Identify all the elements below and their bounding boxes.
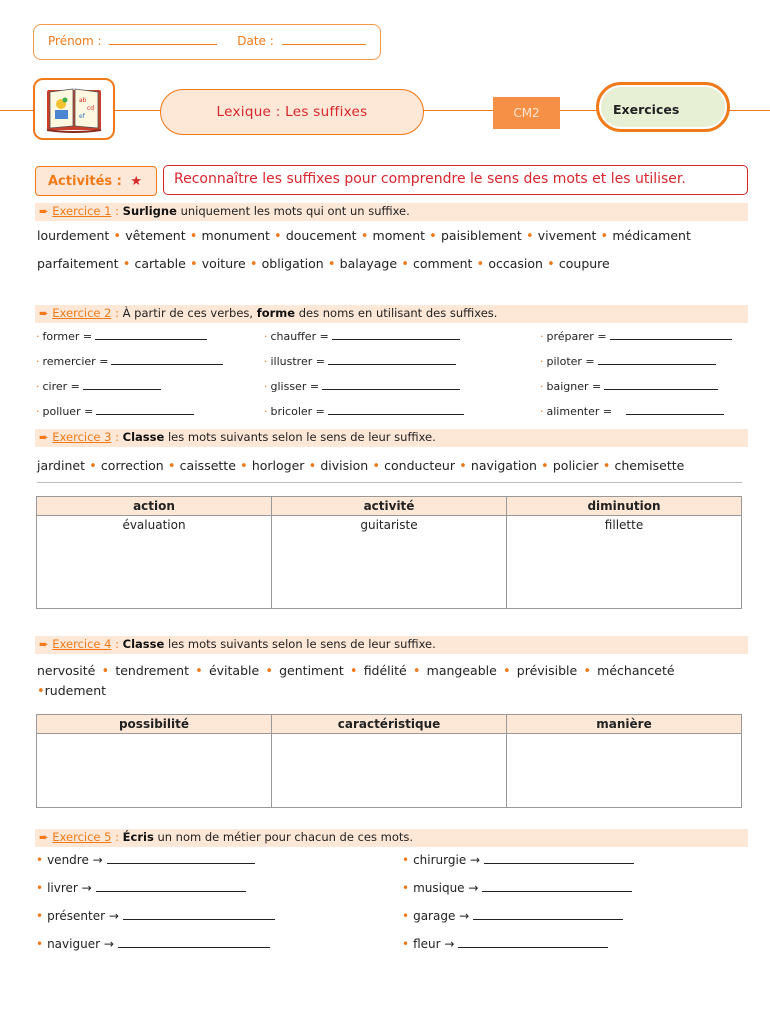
verb-label: cirer = xyxy=(42,380,80,393)
verb-item xyxy=(36,380,161,393)
answer-blank[interactable] xyxy=(482,882,632,892)
job-word: présenter → xyxy=(47,909,119,923)
answer-blank[interactable] xyxy=(484,854,634,864)
answer-blank[interactable] xyxy=(107,854,255,864)
table-header-row xyxy=(37,497,742,516)
exercise-3-table xyxy=(36,496,742,609)
open-book-icon xyxy=(35,80,113,138)
orange-dot-icon: • xyxy=(185,257,202,272)
example-word: fillette xyxy=(604,518,644,532)
exercise-1-words-line-2 xyxy=(37,256,610,272)
word: doucement xyxy=(285,228,357,243)
orange-dot-icon: • xyxy=(37,684,45,699)
orange-dot-icon: • xyxy=(496,664,517,679)
word: correction xyxy=(100,458,164,473)
exercise-2-instruction-post: des noms en utilisant des suffixes. xyxy=(298,306,498,320)
orange-dot-icon: • xyxy=(259,664,280,679)
activity-label: Activités : xyxy=(48,174,122,189)
word: vivement xyxy=(537,228,597,243)
verb-label: alimenter = xyxy=(546,405,613,418)
answer-blank[interactable] xyxy=(96,406,194,415)
table-header: caractéristique xyxy=(272,715,507,734)
verb-item xyxy=(540,355,716,368)
answer-blank[interactable] xyxy=(322,381,460,390)
orange-dot-icon: • xyxy=(356,229,373,244)
orange-dot-icon: · xyxy=(540,405,544,418)
job-item xyxy=(402,909,623,923)
arrow-right-icon: ➨ xyxy=(39,430,53,444)
svg-text:ab: ab xyxy=(79,97,87,104)
word: tendrement xyxy=(115,663,190,678)
exercise-4-table xyxy=(36,714,742,808)
orange-dot-icon: • xyxy=(36,937,44,951)
exercise-4-title: Exercice 4 xyxy=(52,637,112,651)
answer-blank[interactable] xyxy=(83,381,161,390)
objective-box: Reconnaître les suffixes pour comprendre le sens des mots et les utiliser. xyxy=(163,165,748,195)
orange-dot-icon: • xyxy=(402,937,410,951)
exercise-4-verb: Classe xyxy=(122,637,165,651)
verb-label: chauffer = xyxy=(270,330,329,343)
answer-blank[interactable] xyxy=(328,356,456,365)
date-label: Date : xyxy=(237,34,274,48)
answer-blank[interactable] xyxy=(118,938,270,948)
exercise-5-verb: Écris xyxy=(122,830,154,844)
orange-dot-icon: • xyxy=(536,459,553,474)
job-word: vendre → xyxy=(47,853,103,867)
word: mangeable xyxy=(426,663,497,678)
arrow-right-icon: ➨ xyxy=(39,830,53,844)
exercise-3-bar: ➨ Exercice 3 : Classe les mots suivants selon le sens de leur suffixe. xyxy=(35,429,748,447)
orange-dot-icon: · xyxy=(264,355,268,368)
orange-dot-icon: • xyxy=(185,229,202,244)
verb-item xyxy=(540,380,718,393)
job-word: garage → xyxy=(413,909,470,923)
answer-blank[interactable] xyxy=(473,910,623,920)
exercise-3-verb: Classe xyxy=(122,430,165,444)
table-header: manière xyxy=(507,715,742,734)
verb-label: glisser = xyxy=(270,380,320,393)
level-tab: CM2 xyxy=(493,97,560,129)
exercise-5-bar: ➨ Exercice 5 : Écris un nom de métier pour chacun de ces mots. xyxy=(35,829,748,847)
answer-cell[interactable] xyxy=(507,734,742,808)
orange-dot-icon: · xyxy=(36,380,40,393)
job-word: musique → xyxy=(413,881,479,895)
exercise-1-verb: Surligne xyxy=(122,204,177,218)
orange-dot-icon: • xyxy=(36,881,44,895)
answer-cell[interactable] xyxy=(272,734,507,808)
exercise-1-title: Exercice 1 xyxy=(52,204,112,218)
verb-item xyxy=(264,330,460,343)
orange-dot-icon: • xyxy=(521,229,538,244)
answer-blank[interactable] xyxy=(95,331,207,340)
orange-dot-icon: • xyxy=(598,459,615,474)
job-item xyxy=(402,937,608,951)
word: conducteur xyxy=(384,458,455,473)
exercise-1-words-line-1 xyxy=(37,228,691,244)
orange-dot-icon: • xyxy=(596,229,613,244)
answer-cell[interactable] xyxy=(507,516,742,609)
answer-blank[interactable] xyxy=(332,331,460,340)
orange-dot-icon: • xyxy=(36,853,44,867)
orange-dot-icon: • xyxy=(109,229,126,244)
orange-dot-icon: • xyxy=(269,229,286,244)
job-word: fleur → xyxy=(413,937,455,951)
answer-blank[interactable] xyxy=(123,910,275,920)
verb-item xyxy=(36,405,194,418)
exercise-4-bar: ➨ Exercice 4 : Classe les mots suivants selon le sens de leur suffixe. xyxy=(35,636,748,654)
job-item xyxy=(36,937,270,951)
answer-blank[interactable] xyxy=(604,381,718,390)
word: jardinet xyxy=(37,458,85,473)
exercise-2-bar: ➨ Exercice 2 : À partir de ces verbes, forme des noms en utilisant des suffixes. xyxy=(35,305,748,323)
orange-dot-icon: • xyxy=(163,459,180,474)
verb-label: former = xyxy=(42,330,93,343)
word: coupure xyxy=(558,256,610,271)
table-header: diminution xyxy=(507,497,742,516)
word: nervosité xyxy=(37,663,96,678)
orange-dot-icon: • xyxy=(402,853,410,867)
verb-label: bricoler = xyxy=(270,405,325,418)
word: paisiblement xyxy=(440,228,522,243)
word: horloger xyxy=(251,458,305,473)
arrow-right-icon: ➨ xyxy=(39,637,53,651)
date-field[interactable] xyxy=(282,35,366,45)
word: évitable xyxy=(208,663,260,678)
orange-dot-icon: • xyxy=(402,909,410,923)
example-word: guitariste xyxy=(360,518,418,532)
orange-dot-icon: · xyxy=(540,330,544,343)
exercise-5-title: Exercice 5 xyxy=(52,830,112,844)
orange-dot-icon: · xyxy=(264,405,268,418)
word: division xyxy=(320,458,369,473)
activity-label-box xyxy=(35,166,157,196)
table-row xyxy=(37,516,742,609)
name-date-box xyxy=(33,24,381,60)
verb-label: remercier = xyxy=(42,355,109,368)
table-header: activité xyxy=(272,497,507,516)
answer-blank[interactable] xyxy=(598,356,716,365)
exercise-3-instruction: les mots suivants selon le sens de leur suffixe. xyxy=(167,430,436,444)
answer-blank[interactable] xyxy=(626,406,724,415)
orange-dot-icon: • xyxy=(84,459,101,474)
orange-dot-icon: · xyxy=(36,405,40,418)
orange-dot-icon: • xyxy=(454,459,471,474)
orange-dot-icon: • xyxy=(245,257,262,272)
verb-item xyxy=(264,405,464,418)
verb-label: polluer = xyxy=(42,405,94,418)
job-word: livrer → xyxy=(47,881,92,895)
orange-dot-icon: • xyxy=(304,459,321,474)
exercise-3-rule xyxy=(37,482,742,483)
answer-blank[interactable] xyxy=(458,938,608,948)
orange-dot-icon: · xyxy=(36,355,40,368)
verb-item xyxy=(36,355,223,368)
answer-cell[interactable] xyxy=(272,516,507,609)
orange-dot-icon: · xyxy=(264,380,268,393)
exercise-1-instruction: uniquement les mots qui ont un suffixe. xyxy=(180,204,410,218)
word: navigation xyxy=(470,458,537,473)
word: occasion xyxy=(488,256,543,271)
word: cartable xyxy=(134,256,186,271)
exercise-1-bar: ➨ Exercice 1 : Surligne uniquement les mots qui ont un suffixe. xyxy=(35,203,748,221)
orange-dot-icon: • xyxy=(472,257,489,272)
orange-dot-icon: • xyxy=(402,881,410,895)
word: médicament xyxy=(612,228,691,243)
orange-dot-icon: • xyxy=(118,257,135,272)
job-item xyxy=(402,853,634,867)
orange-dot-icon: · xyxy=(540,355,544,368)
word: balayage xyxy=(339,256,398,271)
example-word: évaluation xyxy=(122,518,186,532)
orange-dot-icon: • xyxy=(542,257,559,272)
job-item xyxy=(36,881,246,895)
verb-label: illustrer = xyxy=(270,355,325,368)
table-row xyxy=(37,734,742,808)
word: moment xyxy=(372,228,426,243)
exercise-4-words-line-1 xyxy=(37,663,675,679)
orange-dot-icon: • xyxy=(95,664,116,679)
verb-item xyxy=(264,380,460,393)
verb-label: préparer = xyxy=(546,330,607,343)
word: parfaitement xyxy=(37,256,119,271)
orange-dot-icon: • xyxy=(235,459,252,474)
word: caissette xyxy=(179,458,236,473)
word: méchanceté xyxy=(597,663,675,678)
exercise-5-instruction: un nom de métier pour chacun de ces mots. xyxy=(157,830,414,844)
orange-dot-icon: • xyxy=(189,664,209,679)
job-item xyxy=(36,853,255,867)
exercise-3-title: Exercice 3 xyxy=(52,430,112,444)
exercise-3-words xyxy=(37,458,684,474)
word: comment xyxy=(413,256,473,271)
verb-label: baigner = xyxy=(546,380,602,393)
word: obligation xyxy=(261,256,324,271)
orange-dot-icon: • xyxy=(406,664,427,679)
table-header: possibilité xyxy=(37,715,272,734)
first-name-field[interactable] xyxy=(109,35,217,45)
orange-dot-icon: • xyxy=(36,909,44,923)
verb-label: piloter = xyxy=(546,355,595,368)
star-icon: ★ xyxy=(130,174,143,189)
word: lourdement xyxy=(37,228,110,243)
word: chemisette xyxy=(614,458,685,473)
svg-text:cd: cd xyxy=(87,105,95,112)
word: vêtement xyxy=(125,228,186,243)
table-header-row xyxy=(37,715,742,734)
svg-text:ef: ef xyxy=(79,113,85,120)
logo-frame xyxy=(33,78,115,140)
exercise-4-instruction: les mots suivants selon le sens de leur suffixe. xyxy=(167,637,436,651)
answer-cell[interactable] xyxy=(37,734,272,808)
word: rudement xyxy=(44,683,107,698)
word: fidélité xyxy=(363,663,407,678)
answer-blank[interactable] xyxy=(610,331,732,340)
section-label: Exercices xyxy=(596,82,730,132)
orange-dot-icon: • xyxy=(368,459,385,474)
orange-dot-icon: • xyxy=(577,664,598,679)
orange-dot-icon: • xyxy=(323,257,340,272)
exercise-2-instruction-pre: À partir de ces verbes, xyxy=(122,306,254,320)
orange-dot-icon: • xyxy=(343,664,364,679)
arrow-right-icon: ➨ xyxy=(39,204,53,218)
orange-dot-icon: · xyxy=(36,330,40,343)
answer-blank[interactable] xyxy=(328,406,464,415)
word: gentiment xyxy=(279,663,344,678)
job-word: chirurgie → xyxy=(413,853,481,867)
verb-item xyxy=(264,355,456,368)
verb-item xyxy=(36,330,207,343)
job-item xyxy=(36,909,275,923)
word: monument xyxy=(201,228,270,243)
first-name-label: Prénom : xyxy=(48,34,102,48)
word: voiture xyxy=(201,256,246,271)
word: prévisible xyxy=(516,663,578,678)
answer-cell[interactable] xyxy=(37,516,272,609)
word: policier xyxy=(552,458,599,473)
orange-dot-icon: · xyxy=(540,380,544,393)
orange-dot-icon: · xyxy=(264,330,268,343)
job-item xyxy=(402,881,632,895)
exercise-2-verb: forme xyxy=(256,306,296,320)
exercise-2-title: Exercice 2 xyxy=(52,306,112,320)
table-header: action xyxy=(37,497,272,516)
job-word: naviguer → xyxy=(47,937,114,951)
lesson-title: Lexique : Les suffixes xyxy=(160,89,424,135)
answer-blank[interactable] xyxy=(96,882,246,892)
answer-blank[interactable] xyxy=(111,356,223,365)
exercise-4-words-line-2 xyxy=(37,683,106,699)
verb-item xyxy=(540,405,724,418)
orange-dot-icon: • xyxy=(397,257,413,272)
arrow-right-icon: ➨ xyxy=(39,306,53,320)
verb-item xyxy=(540,330,732,343)
orange-dot-icon: • xyxy=(425,229,441,244)
